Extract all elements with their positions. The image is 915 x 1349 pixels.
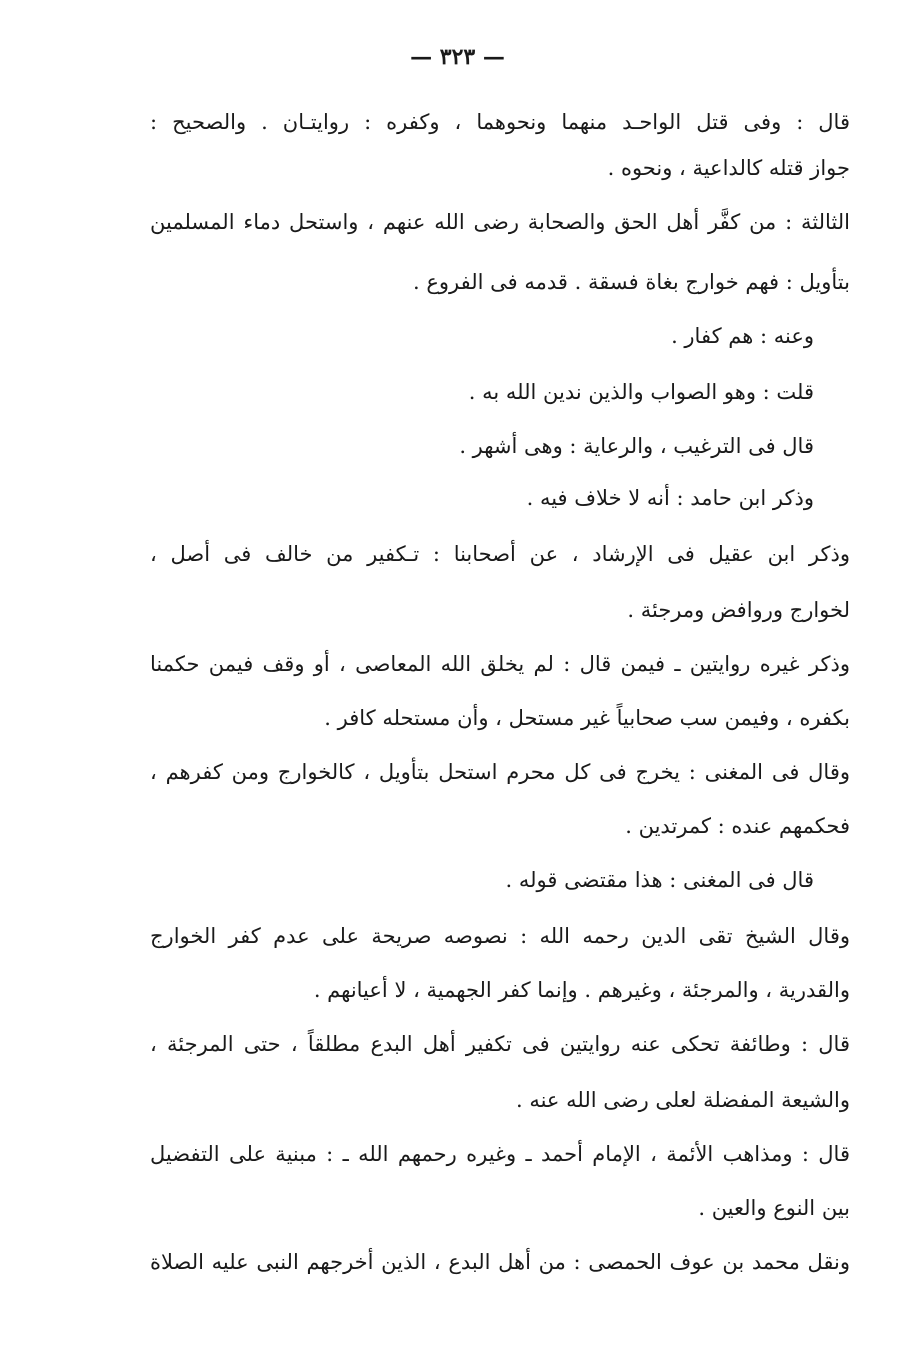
text-line: وذكر غيره روايتين ـ فيمن قال : لم يخلق الله المعاصى ، أو وقف فيمن حكمنا (150, 652, 850, 676)
text-line: الثالثة : من كفَّر أهل الحق والصحابة رضى الله عنهم ، واستحل دماء المسلمين (150, 210, 850, 234)
text-line: والشيعة المفضلة لعلى رضى الله عنه . (515, 1088, 850, 1112)
text-line: قال فى الترغيب ، والرعاية : وهى أشهر . (459, 434, 814, 458)
text-line: وذكر ابن عقيل فى الإرشاد ، عن أصحابنا : تـكفير من خالف فى أصل ، (150, 542, 850, 566)
page-number: — ٣٢٣ — (410, 44, 505, 70)
text-line: بكفره ، وفيمن سب صحابياً غير مستحل ، وأن مستحله كافر . (324, 706, 850, 730)
text-line: قلت : وهو الصواب والذين ندين الله به . (468, 380, 814, 404)
text-line: جواز قتله كالداعية ، ونحوه . (607, 156, 850, 180)
text-line: قال : وطائفة تحكى عنه روايتين فى تكفير أهل البدع مطلقاً ، حتى المرجئة ، (150, 1032, 850, 1056)
text-line: قال : ومذاهب الأئمة ، الإمام أحمد ـ وغيره رحمهم الله ـ : مبنية على التفضيل (150, 1142, 850, 1166)
text-line: قال فى المغنى : هذا مقتضى قوله . (505, 868, 814, 892)
text-line: قال : وفى قتل الواحـد منهما ونحوهما ، وكفره : روايتـان . والصحيح : (150, 110, 850, 134)
text-line: لخوارج وروافض ومرجئة . (627, 598, 850, 622)
text-line: فحكمهم عنده : كمرتدين . (625, 814, 850, 838)
text-line: ونقل محمد بن عوف الحمصى : من أهل البدع ، الذين أخرجهم النبى عليه الصلاة (150, 1250, 850, 1274)
text-line: وذكر ابن حامد : أنه لا خلاف فيه . (526, 486, 814, 510)
text-line: والقدرية ، والمرجئة ، وغيرهم . وإنما كفر الجهمية ، لا أعيانهم . (313, 978, 850, 1002)
text-line: بتأويل : فهم خوارج بغاة فسقة . قدمه فى الفروع . (413, 270, 850, 294)
text-line: بين النوع والعين . (698, 1196, 850, 1220)
text-line: وقال فى المغنى : يخرج فى كل محرم استحل بتأويل ، كالخوارج ومن كفرهم ، (150, 760, 850, 784)
text-line: وقال الشيخ تقى الدين رحمه الله : نصوصه صريحة على عدم كفر الخوارج (150, 924, 850, 948)
text-line: وعنه : هم كفار . (671, 324, 814, 348)
